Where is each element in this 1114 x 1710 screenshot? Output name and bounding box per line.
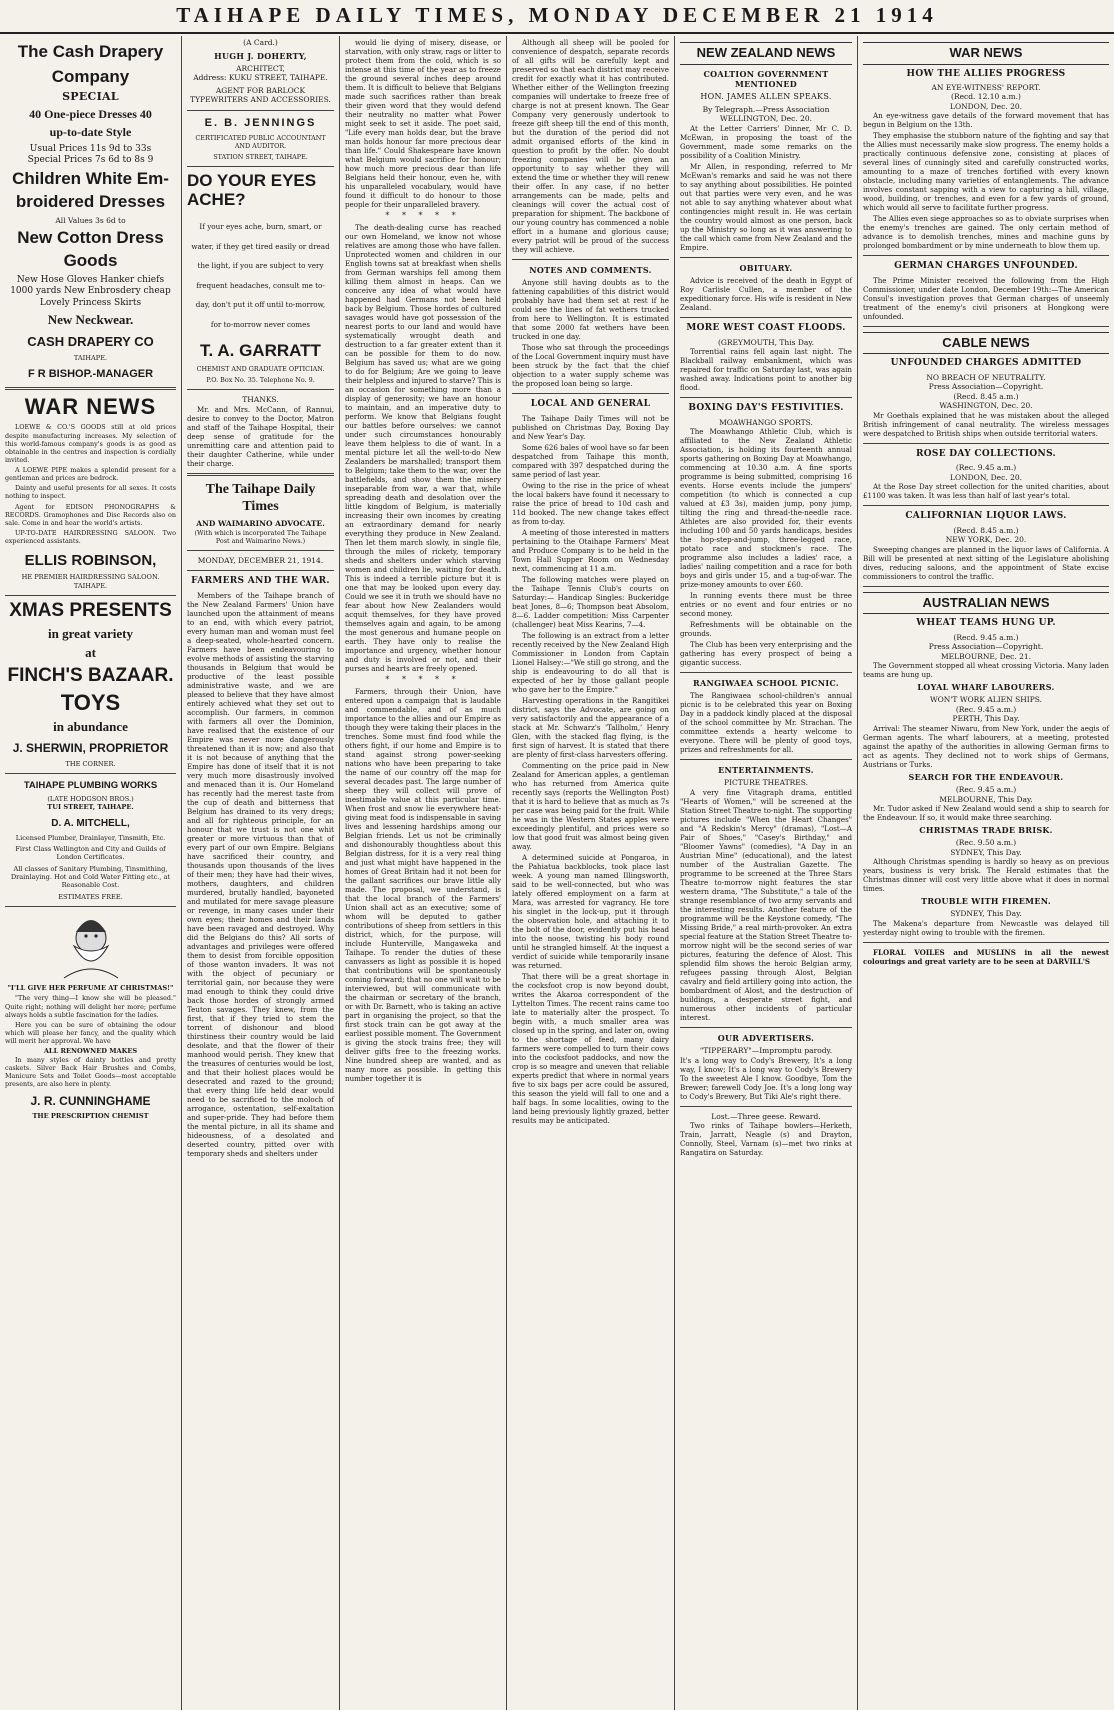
ad-goods: Goods: [63, 251, 118, 271]
obituary-heading: OBITUARY.: [739, 263, 793, 273]
tipperary-verse: It's a long way to Cody's Brewery, It's a long way, I know; It's a long way to Cody's Brewery To the sweetest Ale I know. Goodbye, Tom the Brewer; farewell Cody Joe. It's a long long way to Cody's Brewery, But Tiki Ale's right there.: [680, 1055, 852, 1101]
divider: [680, 257, 852, 258]
ad-renowned: ALL RENOWNED MAKES: [43, 1047, 138, 1056]
divider: [512, 259, 669, 260]
ad-abundance: in abundance: [53, 718, 128, 734]
divider: [680, 1106, 852, 1107]
issue-date: MONDAY, DECEMBER 21, 1914.: [197, 555, 324, 565]
divider: [512, 393, 669, 394]
bowlers-text: Two rinks of Taihape bowlers—Herketh, Train, Jarratt, Neagle (s) and Drayton, Connolly, Steel, Varnam (s)—met two rinks at Rangatira on Saturday.: [680, 1121, 852, 1158]
boxing-text: The Club has been very enterprising and the gathering has every prospect of being a gigantic success.: [680, 640, 852, 668]
ad-mitchell: D. A. MITCHELL,: [51, 817, 130, 829]
local-item: Owing to the rise in the price of wheat the local bakers have found it necessary to raise the price of bread to 10d cash and 11d booked. The new change takes effect as from to-day.: [512, 480, 669, 526]
dateline: LONDON, Dec. 20.: [949, 472, 1023, 482]
ad-town: TAIHAPE.: [73, 353, 108, 362]
ad-dresses: 40 One-piece Dresses 40: [29, 107, 152, 122]
local-item: Some 626 bales of wool have so far been despatched from Taihape this month, compared with 397 despatched during the same period of last year.: [512, 442, 669, 479]
ad-hose: New Hose Gloves Hanker chiefs 1000 yards New Enbrosdery cheap Lovely Princess Skirts: [10, 274, 171, 308]
ad-perfume-title: "I'LL GIVE HER PERFUME AT CHRISTMAS!": [7, 984, 174, 993]
received-time: (Recd. 8.45 a.m.): [953, 525, 1019, 535]
doherty-agent: AGENT FOR BARLOCK TYPEWRITERS AND ACCESSORIES.: [190, 85, 331, 105]
dateline: MELBOURNE, This Day.: [939, 794, 1033, 804]
divider: [187, 166, 334, 167]
ad-great-variety: in great variety: [48, 625, 133, 641]
doherty-address: Address: KUKU STREET, TAIHAPE.: [193, 73, 328, 83]
divider: [5, 906, 176, 907]
doherty-title: ARCHITECT,: [236, 63, 285, 73]
ad-special-prices: Special Prices 7s 6d to 8s 9: [27, 155, 154, 166]
farmers-war-heading: FARMERS AND THE WAR.: [191, 576, 330, 587]
war-text-3: The Allies even siege approaches so as to obviate surprises when the enemy's trenches are gained. The only certain method of advance is to demolish trenches, mines and machine guns by prolonged bombardment or by mine underneath to blow them up.: [863, 214, 1109, 251]
local-item: The following matches were played on the Taihape Tennis Club's courts on Saturday:— Handicap Singles: Buckeridge beat Jones, 8—6; Thompson beat Absolom, 8—6. Ladder competition: Miss Carpenter (challenger) beat Miss Kearins, 7—4.: [512, 574, 669, 629]
ad-estimates: ESTIMATES FREE.: [58, 892, 123, 901]
ad-corner: THE CORNER.: [65, 759, 116, 768]
column-4: [507, 36, 675, 1710]
entertainments-heading: ENTERTAINMENTS.: [718, 765, 814, 776]
darvill-ad: FLORAL VOILES and MUSLINS in all the newest colourings and great variety are to be seen at DARVILL'S: [863, 948, 1109, 966]
picture-theatres-heading: PICTURE THEATRES.: [724, 778, 808, 788]
liquor-laws-heading: CALIFORNIAN LIQUOR LAWS.: [905, 511, 1067, 522]
farmers-war-text: Members of the Taihape branch of the New Zealand Farmers' Union have launched upon the attainment of means to an end, with which every patriot, every human man and woman must feel a deep-seated, whole-hearted concern. Farmers have been endeavouring to evolve methods of assisting the starving thousands in Belgium that would be productive of the least possible administrative waste, and we are pleased to believe that they have almost entirely achieved what they set out to accomplish. Our farmers, in common with farmers all over the Dominion, have realised that the existence of our Empire was never more dangerously threatened than it is now; and also that it is not because of anything that the Empire has done of itself that it is not very much more disastrously involved and menaced than it is. Our Homeland has recently had the merest taste from the cup of death and bitterness that Belgium has drained to its very dregs; and all for righteous principle, for an honour that we trust is not one whit greater or more virtuous than that of every part of our own Empire. Belgians have sacrificed their country, and thousands upon thousands of the lives of their men; they have had their wives, mothers, daughters, and children murdered, brutally handled, bayoneted and mutilated for mere savage pleasure or revenge, in many cases under their own eyes; their homes and their lands have been ravaged and destroyed. Why did the Belgians do this? All sorts of advantages and privileges were offered them to desist from forcible opposition of those wanton invaders. It was not with the object of pecuniary or territorial gain, nor because they were mad enough to think they could drive back those hordes of strongly armed Teuton savages. They knew, from the first, that if they tried to stem the torrent of dishonour and blood thirstiness their country would be laid desolate, and that the flower of their manhood would perish. They knew that the treasures of centuries would be lost, and that their holiest places would be desecrated and razed to the ground; that every thing life held dear would need to be sacrificed to the moloch of arrogance, ostentation, self-exaltation and super-pride. They had before them the mental picture, in all its shame and hideousness, of a desolated and deserted country, pitted over with temporary sheds and shelters under: [187, 590, 334, 1158]
received-time: (Recd. 12.10 a.m.): [951, 92, 1021, 102]
allies-progress-heading: HOW THE ALLIES PROGRESS: [906, 68, 1066, 79]
allen-speaks: HON. JAMES ALLEN SPEAKS.: [700, 91, 832, 101]
ad-usual-prices: Usual Prices 11s 9d to 33s: [29, 143, 152, 154]
divider: [5, 595, 176, 596]
ad-embroidered: broidered Dresses: [15, 192, 166, 212]
editorial-text-1: would lie dying of misery, disease, or starvation, with only straw, rags or litter to protect them from the cold, which is so intense at this time of the year as to freeze the ground several inches deep around them. It is difficult to believe that Belgians made such sacrifices rather than break their given word that they would defend their neutrality no matter what Power might seek to set it aside. The poet said, "Life every man holds dear, but the brave man holds honour far more precious dear than life." Could Shakespeare have known what Belgium would sacrifice for honour; how much more precious dear than life Belgians held their honour, even he, with his unparalleled vocabulary, would have found it difficult to do honour to those people for their unparalleled bravery.: [345, 38, 501, 209]
telegraph-line: By Telegraph.—Press Association: [702, 104, 830, 114]
received-time: (Rec. 9.45 a.m.): [955, 785, 1017, 795]
column-6: [858, 36, 1114, 1710]
local-item: That there will be a great shortage in the cocksfoot crop is now beyond doubt, writes the Akaroa correspondent of the Lyttelton Times. The recent rains came too late to materially alter the prospect. To begin with, a much smaller area was closed up in the spring, and later on, owing to the shortage of feed, many dairy farmers were compelled to turn their cows into the cocksfoot paddocks, and now the crop is so meagre and uneven that reliable experts predict that where in normal years five to six bags per acre could be assured, this season the yield will fall to one and a half bags. In some localities, owing to the land being previously lightly grazed, better results may be anticipated.: [512, 971, 669, 1125]
divider: [863, 942, 1109, 943]
moawhango-subheading: MOAWHANGO SPORTS.: [719, 417, 813, 427]
thanks-text: Mr. and Mrs. McCann, of Rannui, desire to convey to the Doctor, Matron and staff of the Taihape Hospital, their deep sense of gratitude for the unremitting care and attention paid to their daughter Catherine, while under their charge.: [187, 404, 334, 468]
ad-dainty: Dainty and useful presents for all sexes. It costs nothing to inspect.: [5, 484, 176, 501]
endeavour-text: Mr. Tudor asked if New Zealand would send a ship to search for the Endeavour. If so, it would make three searching.: [863, 804, 1109, 823]
entertainments-text: A very fine Vitagraph drama, entitled "Hearts of Women," will be screened at the Station Street Theatre to-night. The supporting pictures include "When the Heart Changes" and "A Redskin's Mercy" (dramas), "Lost—A Pair of Shoes," "Casey's Birthday," and "Bloomer Yawns" (comedies), "A Day in an Austrian Mine" (educational), and the latest number of the Australian Gazette. The programme to be screened at the Three Stars Theatre to-morrow night features the star western drama, "The Substitute," a tale of the strange resemblance of two army servants and the interesting results. Another feature of the programme will be the Keystone comedy, "The Missing Bride," a real mirth-provoker. An extra special feature at the Station Street Theatre to-morrow night will be the second series of war pictures, featuring the defence of Alost. This splendid film shows the heroic Belgian army, refugees passing through Alost, Belgian cavalry and field artillery going into action, the bombardment of Alost, and the destruction of buildings, a desperate street fight, and numerous other incidents of particular interest.: [680, 787, 852, 1022]
divider: [863, 326, 1109, 327]
column-2: [182, 36, 340, 1710]
boxing-text: In running events there must be three entries or no event and four entries or no second money.: [680, 591, 852, 619]
boxing-text: The Moawhango Athletic Club, which is affiliated to the New Zealand Athletic Association, is holding its fourteenth annual sports gathering on Boxing Day at Moawhango, commencing at 10.30 a.m. A fine sports programme is being submitted, comprising 16 events. Horse events include the jumpers' competition (to which is connected a cup valued at £3 3s), maiden jump, pony jump, tilting the ring and thread-the-needle race. Athletes are also provided for, their events including 100 and 50 yards handicaps, besides the hop-step-and-jump, three-legged race, potato race and stockmen's race. The programme also includes a ladies' race, a ladies' nailing competition and a race for both boys and girls under 15, and a tug-of-war. The prize-money amounts to over £60.: [680, 427, 852, 590]
received-time: (Rec. 9.45 a.m.): [955, 463, 1017, 473]
divider: [680, 672, 852, 673]
dateline: SYDNEY, This Day.: [950, 909, 1022, 919]
ad-cash-drapery-company: Company: [51, 66, 130, 86]
jennings-address: STATION STREET, TAIHAPE.: [213, 152, 308, 161]
ad-at: at: [85, 645, 96, 661]
paper-subtitle: AND WAIMARINO ADVOCATE.: [196, 519, 325, 529]
ad-cash-drapery-title: The Cash Drapery: [17, 42, 164, 61]
divider: [187, 110, 334, 111]
dateline: WELLINGTON, Dec. 20.: [719, 114, 812, 124]
war-text-2: They emphasise the stubborn nature of the fighting and say that the Allies must necessarily make slow progress. The enemy holds a practically continuous defensive zone, consisting at places of several lines of cunningly sited and carefully constructed works, amounting to a maze of trenches fortified with every known obstacle, including many varieties of entanglements. The advance involves constant sapping with a view to capturing a hill, village, wood, building, or trenches, and even for a few yards of ground, which would all serve to facilitate further progress.: [863, 131, 1109, 213]
notes-text-2: Those who sat through the proceedings of the Local Government inquiry must have been struck by the fact that the chief objection to a water supply scheme was the proposed loan being so large.: [512, 343, 669, 389]
ad-sanitary: All classes of Sanitary Plumbing, Tinsmithing, Drainlaying. Hot and Cold Water Fitting etc., at Reasonable Cost.: [10, 864, 171, 890]
war-text-1: An eye-witness gave details of the forward movement that has begun in Belgium on the 13th.: [863, 111, 1109, 130]
divider: [5, 773, 176, 774]
editorial-text-3: Farmers, through their Union, have entered upon a campaign that is laudable and commendable, and of as much importance to the allies and our Empire as though they were taking their places in the trenches. Some must find food while the others fight, if our home and Empire is to stand against strong power-seeking nations who have been preparing to take the name of our country off the map for several decades past. The large number of sheep they will collect will prove of inestimable value at this particular time. When frost and snow lie everywhere heat-giving meat food is indispensable in saving lives and lessening hardships among our Belgian friends. Let us not be criminally and dishonourably thoughtless about this Belgian distress, for it is a very real thing and just what might have happened in the homes of Great Britain had it not been for the gallant sacrifices our brave little ally made. The proposal, we understand, is that the local branch of the Farmers' Union shall act as an executive; some of whom will be deputed to gather contributions of sheep from settlers in this district, which, for the purpose, will include Hunterville, Mangaweka and Taihape. To render the duties of these canvassers as light as possible it is hoped that contributions will be spontaneously coming forward; that no one will wait to be interviewed, but will communicate with the chairman or secretary of the branch, or with Dr. Barnett, who is taking an active part in organising the project, so that the first stock train can be got away at the earliest possible moment. The Government is giving the stock trains free; they will deliver gifts free to the freezing works. Nine hundred sheep are wanted, and as many more as possible. In getting this number together it is: [345, 687, 501, 1084]
press-association: Press Association—Copyright.: [928, 642, 1044, 652]
doherty-name: HUGH J. DOHERTY,: [214, 50, 307, 61]
ad-war-news: WAR NEWS: [24, 394, 157, 420]
ad-ellis-robinson: ELLIS ROBINSON,: [24, 552, 157, 570]
divider: [863, 443, 1109, 444]
coalition-text-1: At the Letter Carriers' Dinner, Mr C. D. McEwan, in proposing the toast of the Government, made some remarks on the possibility of a Coalition Ministry.: [680, 124, 852, 160]
obituary-text: Advice is received of the death in Egypt of Roy Carlisle Cullen, a member of the expeditionary force. His wife is resident in New Zealand.: [680, 276, 852, 313]
rose-day-text: At the Rose Day street collection for the united charities, about £1100 was taken. It was less than half of last year's total.: [863, 482, 1109, 501]
coalition-text-2: Mr Allen, in responding, referred to Mr McEwan's remarks and said he was not there to say anything about possibilities. He pointed out that parties were very even, and he was not able to say anything whatever about what contingencies might result in. He was certain the country would almost as one person, back up the Ministry so long as it was answering to the call which came from New Zealand and the Empire.: [680, 162, 852, 252]
received-time: (Recd. 9.45 a.m.): [953, 632, 1019, 642]
alien-ships-subheading: WON'T WORK ALIEN SHIPS.: [929, 695, 1043, 705]
divider: [187, 389, 334, 390]
ad-sherwin: J. SHERWIN, PROPRIETOR: [12, 741, 169, 756]
firemen-text: The Makena's departure from Newcastle was delayed till yesterday night owing to trouble with the firemen.: [863, 919, 1109, 937]
divider: [863, 586, 1109, 587]
ad-style: up-to-date Style: [49, 125, 132, 140]
garratt-name: T. A. GARRATT: [200, 341, 321, 361]
local-item: Commenting on the price paid in New Zealand for American apples, a gentleman who has returned from America quite recently says (reports the Wellington Post) that it is hard to believe that as much as 7s per case was being paid for the fruit. While he was in the Western States apples were exceedingly plentiful, and prices were so low that good fruit was almost being given away.: [512, 760, 669, 851]
divider: [680, 317, 852, 318]
ad-pipe: A LOEWE PIPE makes a splendid present for a gentleman and prices are bedrock.: [5, 466, 176, 483]
divider: [680, 397, 852, 398]
column-3: [340, 36, 507, 1710]
trade-heading: CHRISTMAS TRADE BRISK.: [919, 825, 1053, 836]
received-time: (Rec. 9.45 a.m.): [955, 704, 1017, 714]
ad-manager: F R BISHOP.-MANAGER: [27, 368, 154, 381]
australian-news-heading: AUSTRALIAN NEWS: [863, 592, 1109, 615]
divider: [187, 550, 334, 551]
goethals-text: Mr Goethals explained that he was mistaken about the alleged British infringement of canal neutrality. The wireless messages were despatched to British ships when outside territorial waters.: [863, 410, 1109, 438]
section-dots: * * * * *: [385, 211, 461, 220]
neutrality-subheading: NO BREACH OF NEUTRALITY.: [926, 372, 1046, 382]
notes-text-1: Anyone still having doubts as to the fattening capabilities of this district would probably have had them set at rest if he could see the lines of fat wethers trucked from here to Wellington. It is estimated that some 2000 fat wethers have been trucked in one day.: [512, 278, 669, 342]
ad-styles: In many styles of dainty bottles and pretty caskets. Silver Back Hair Brushes and Combs, Manicure Sets and Toilet Goods—most acceptable presents, are also here in plenty.: [5, 1055, 176, 1088]
eyes-heading: DO YOUR EYES ACHE?: [187, 171, 317, 209]
card-label: (A Card.): [243, 38, 278, 47]
eye-witness-heading: AN EYE-WITNESS' REPORT.: [931, 82, 1041, 92]
local-item: The Taihape Daily Times will not be published on Christmas Day, Boxing Day and New Year's Day.: [512, 413, 669, 441]
column-1: [0, 36, 182, 1710]
boxing-text: Refreshments will be obtainable on the grounds.: [680, 620, 852, 639]
santa-illustration-icon: [56, 912, 126, 980]
divider: [680, 759, 852, 760]
editorial-text-2: The death-dealing curse has reached our own Homeland, we know not whose relatives are among those who have fallen. Unprotected women and children in our English towns sat at breakfast when shells from German warships fell among them killing them almost in heaps. Can we conceive any idea of what would have happened had Germans not been held back by Belgium. Those hordes of cultured savages would have got possession of the nearest ports to our land and would have systematically wrought death and destruction to a far greater extent than it can be possible for them to do now. Belgium has saved us; what are we going to do for Belgium; Are we going to leave their helpless and injured to starve? This is an occasion for something more than a display of generosity; we have an honour to maintain, and an imperative duty to perform. We know that Belgians fought our battles before ourselves: we cannot under such circumstances honourably leave them helpless to die of want. In a mental picture let all the well-to-do New Zealanders be marshalled; transport them to Belgium; take them to the war, over the battlefields, and show them the misery inseparable from war, a war that, while spreading death and desolation over the little kingdom of Belgium, is materially increasing their own incomes by creating an extraordinary demand for nearly everything they produce in New Zealand. Then let them march slowly, in single file, through the miles of rickety, temporary sheds and shelters under which starving women and children lie, waiting for death. This is indeed a terrible picture but it is one that may be looked upon every day. Could we see it in truth we should have no fear about how New Zealanders would acquit themselves, for they have proved themselves again and again, to be among the most generous and humane people on earth. They have only to realise the importance and urgency, whether honour and duty is involved or not, and their purses and hearts are freely opened.: [345, 223, 501, 674]
ad-certificates: First Class Wellington and City and Guilds of London Certificates.: [15, 844, 166, 862]
ad-toys: TOYS: [60, 689, 121, 715]
ad-loewe: LOEWE & CO.'S GOODS still at old prices despite manufacturing increases. My selection of this world-famous company's goods is as good as obtainable in the centres and inspection is cordially invited.: [5, 423, 176, 464]
divider: [863, 505, 1109, 506]
floods-text: Torrential rains fell again last night. The Blackball railway embankment, which was repaired for traffic on Saturday last, was again washed away. Indications point to another big flood.: [680, 347, 852, 393]
ad-perfume-text: "The very thing—I know she will be pleased." Quite right; nothing will delight her more; perfume always holds a subtle fascination for the ladies.: [5, 994, 176, 1019]
ad-taihape: TAIHAPE.: [73, 581, 108, 590]
masthead: TAIHAPE DAILY TIMES, MONDAY DECEMBER 21 1914: [0, 0, 1114, 34]
divider: [187, 570, 334, 571]
editorial-continued: Although all sheep will be pooled for convenience of despatch, separate records of all gifts will be carefully kept and preserved so that each district may receive credit for exactly what it has contributed. Whether either of the Wellington freezing companies will undertake to freeze free of charge is not at present known. The Gear Company very generously undertook to freeze gift sheep till the end of this month, but the duration of the period did not admit organised efforts of the kind in question to profit by the offer. No doubt freezing companies will be given an opportunity to say whether they will extend the time or whether they will renew their offer. In any case, if no better arrangements can be made, pelts and cleanings will cover the actual cost of preparation for shipment. The backbone of our young country has commenced a noble effort in a humane and glorious cause; every patriot will be proud of the success they will achieve.: [512, 38, 669, 254]
column-5: [675, 36, 858, 1710]
wharf-heading: LOYAL WHARF LABOURERS.: [917, 682, 1055, 693]
ad-special: SPECIAL: [62, 90, 119, 104]
dateline: LONDON, Dec. 20.: [949, 101, 1023, 111]
local-item: A meeting of those interested in matters pertaining to the Otaihape Farmers' Meat and Produce Company is to be held in the Town Hall Supper Room on Wednesday next, commencing at 11 a.m.: [512, 527, 669, 573]
dateline: WASHINGTON, Dec. 20.: [939, 401, 1033, 411]
local-item: Harvesting operations in the Rangitikei district, says the Advocate, are going on very satisfactorily and the appearance of a stack at Mr. Schwarz's 'Tallholm,' Henry Glen, with the stacked flag flying, is the first sign of harvest. It is stated that there are plenty of first-class harvesters offering.: [512, 695, 669, 759]
coalition-heading: COALTION GOVERNMENT MENTIONED: [703, 68, 829, 89]
wheat-text: The Government stopped all wheat crossing Victoria. Many laden teams are hung up.: [863, 661, 1109, 680]
dateline: NEW YORK, Dec. 20.: [945, 535, 1027, 545]
notes-comments-heading: NOTES AND COMMENTS.: [529, 265, 652, 275]
paper-name: The Taihape Daily Times: [205, 481, 316, 515]
trade-text: Although Christmas spending is hardly so heavy as on previous years, business is very brisk. The Herald estimates that the Christmas dinner will cost very little above what it does in normal times.: [863, 857, 1109, 894]
divider: [187, 473, 334, 476]
german-charges-heading: GERMAN CHARGES UNFOUNDED.: [894, 261, 1078, 272]
received-time: (Rec. 9.50 a.m.): [955, 838, 1017, 848]
eyes-text: If your eyes ache, burn, smart, or water, if they get tired easily or dread the light, if you are subject to very frequent headaches, consult me to-day, don't put it off until to-morrow, for to-morrow never comes: [191, 222, 330, 329]
german-charges-text: The Prime Minister received the following from the High Commissioner, under date London, December 19th:—The American Consul's investigation proves that German charges of unseemly treatment of the enemy's civil prisoners at Hongkong were unfounded.: [863, 275, 1109, 321]
jennings-name: E. B. JENNINGS: [204, 116, 317, 129]
ad-children-dresses: Children White Em-: [12, 169, 169, 189]
dateline: (GREYMOUTH, This Day.: [717, 337, 815, 347]
jennings-title: CERTIFICATED PUBLIC ACCOUNTANT AND AUDITOR.: [195, 133, 326, 150]
ad-plumbing-works: TAIHAPE PLUMBING WORKS: [23, 780, 158, 792]
ad-licensed: Licensed Plumber, Drainlayer, Tinsmith, Etc.: [15, 833, 166, 842]
dateline: PERTH, This Day.: [952, 714, 1020, 724]
war-news-heading: WAR NEWS: [863, 42, 1109, 65]
unfounded-heading: UNFOUNDED CHARGES ADMITTED: [890, 358, 1082, 369]
dateline: MELBOURNE, Dec. 21.: [940, 651, 1032, 661]
tipperary-title: "TIPPERARY"—Impromptu parody.: [699, 1046, 833, 1056]
rangiwaea-text: The Rangiwaea school-children's annual picnic is to be celebrated this year on Boxing Day in a paddock kindly placed at the disposal of the school committee by Mr. Strachan. The committee extends a hearty welcome to everyone. There will be plenty of good toys, prizes and refreshments for all.: [680, 691, 852, 755]
rose-day-heading: ROSE DAY COLLECTIONS.: [916, 448, 1056, 459]
divider: [5, 387, 176, 390]
lost-notice: Lost.—Three geese. Reward.: [711, 1111, 821, 1121]
ad-values: All Values 3s 6d to: [55, 215, 126, 225]
dateline: SYDNEY, This Day.: [950, 847, 1022, 857]
ad-chemist: THE PRESCRIPTION CHEMIST: [32, 1112, 149, 1121]
garratt-contact: P.O. Box No. 35. Telephone No. 9.: [206, 375, 315, 384]
divider: [863, 255, 1109, 256]
ad-xmas-presents: XMAS PRESENTS: [9, 600, 172, 621]
divider: [680, 1027, 852, 1028]
wheat-teams-heading: WHEAT TEAMS HUNG UP.: [916, 618, 1056, 629]
ad-edison: Agent for EDISON PHONOGRAPHS & RECORDS. Gramophones and Disc Records also on sale. Come in and hear the world's artists.: [5, 502, 176, 527]
liquor-laws-text: Sweeping changes are planned in the liquor laws of California. A Bill will be presented at next sitting of the Legislature abolishing dives, reducing saloons, and the appointment of State excise commissioners to control the traffic.: [863, 544, 1109, 581]
floods-heading: MORE WEST COAST FLOODS.: [686, 323, 846, 334]
advertisers-heading: OUR ADVERTISERS.: [717, 1032, 815, 1043]
ad-perfume-here: Here you can be sure of obtaining the odour which will please her fancy, and the quality which will merit her approval. We have: [5, 1020, 176, 1046]
local-general-heading: LOCAL AND GENERAL: [530, 399, 651, 410]
nz-news-heading: NEW ZEALAND NEWS: [680, 42, 852, 65]
rangiwaea-heading: RANGIWAEA SCHOOL PICNIC.: [693, 678, 839, 689]
perth-text: Arrival: The steamer Niwaru, from New York, under the aegis of German agents. The wharf labourers, at a meeting, protested against the apathy of the authorities in allowing German firms to act as agents. They declined not to work ships of Germans, Austrians or Turks.: [863, 723, 1109, 769]
ad-hairdressing: UP-TO-DATE HAIRDRESSING SALOON. Two experienced assistants.: [5, 528, 176, 546]
received-time: (Recd. 8.45 a.m.): [953, 391, 1019, 401]
ad-cunninghame: J. R. CUNNINGHAME: [30, 1094, 151, 1109]
thanks-heading: THANKS.: [242, 395, 279, 405]
ad-finchs-bazaar: FINCH'S BAZAAR.: [7, 664, 174, 686]
section-dots: * * * * *: [385, 675, 461, 685]
ad-neckwear: New Neckwear.: [47, 311, 134, 327]
local-item: A determined suicide at Pongaroa, in the Pahiatua backblocks, took place last week. A young man named Illingsworth, said to be well-connected, but who was lately offered employment on a farm at Mara, was arrested for vagrancy. He tore his singlet in the lock-up, put it through the observation hole, and attaching it to the bolt of the door, evidently put his head into the noose, twisting his body round until he strangled himself. At the inquest a verdict of suicide while temporarily insane was returned.: [512, 852, 669, 970]
boxing-day-heading: BOXING DAY'S FESTIVITIES.: [688, 403, 844, 414]
cable-news-heading: CABLE NEWS: [863, 332, 1109, 355]
ad-tui-street: TUI STREET, TAIHAPE.: [47, 803, 134, 812]
press-association: Press Association—Copyright.: [928, 382, 1044, 392]
ad-premier-saloon: HE PREMIER HAIRDRESSING SALOON.: [21, 573, 160, 582]
ad-late-hodgson: (LATE HODGSON BROS.): [47, 795, 134, 804]
garratt-title: CHEMIST AND GRADUATE OPTICIAN.: [196, 364, 325, 373]
ad-cotton: New Cotton Dress: [17, 228, 164, 248]
ad-cash-drapery-co: CASH DRAPERY CO: [27, 334, 154, 350]
endeavour-heading: SEARCH FOR THE ENDEAVOUR.: [908, 771, 1064, 782]
paper-incorporated: (With which is incorporated The Taihape Post and Waimarino News.): [194, 528, 327, 545]
local-item: The following is an extract from a letter recently received by the New Zealand High Commissioner in London from Captain Lionel Halsey:—"We still go strong, and the ship is endeavouring to do all that is expected of her by those gallant people who gave her to the Empire.": [512, 630, 669, 694]
firemen-heading: TROUBLE WITH FIREMEN.: [921, 896, 1051, 907]
